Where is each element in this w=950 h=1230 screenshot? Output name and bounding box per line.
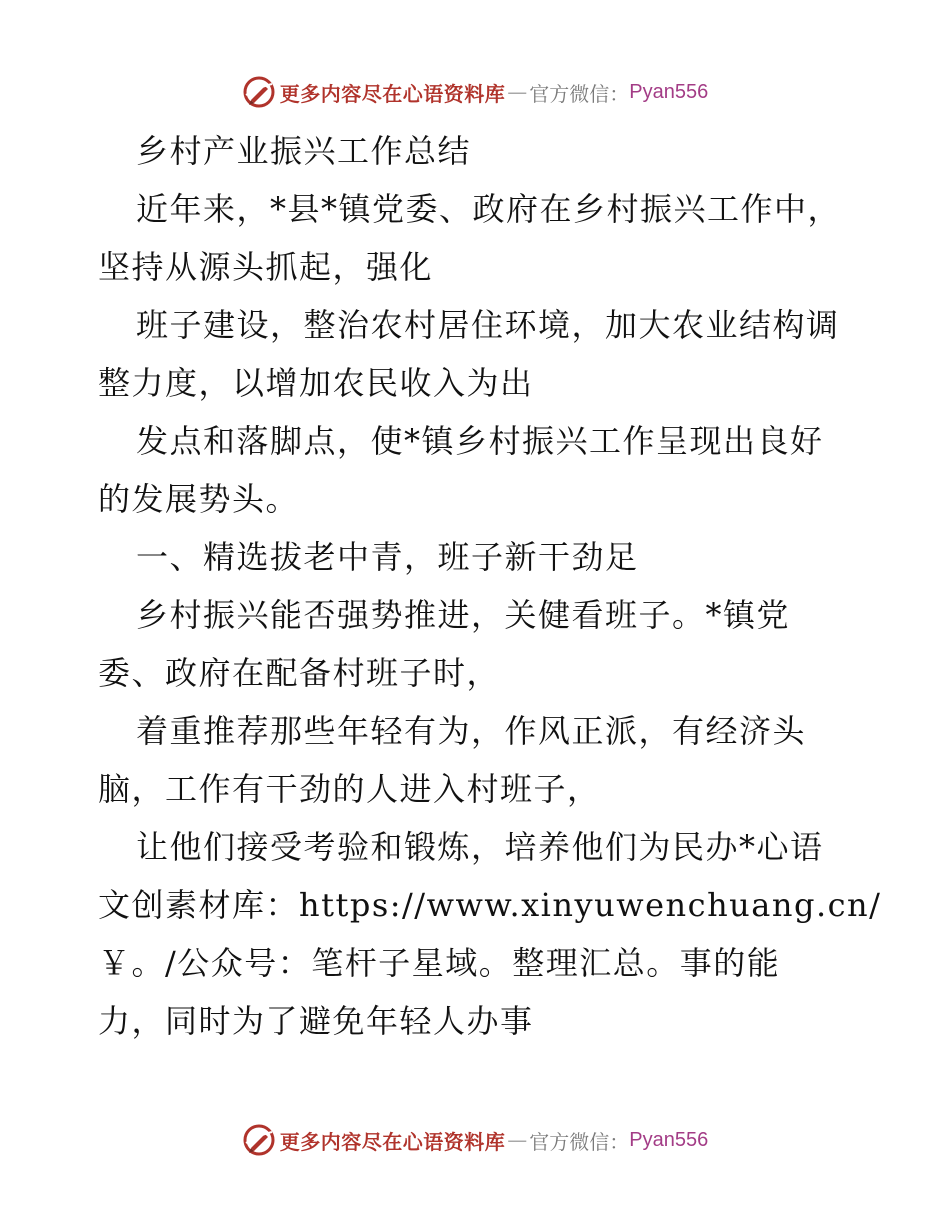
paragraph-line: 文创素材库：https://www.xinyuwenchuang.cn/: [98, 886, 882, 924]
banner-wechat-id: Pyan556: [629, 80, 709, 103]
paragraph-line: 让他们接受考验和锻炼，培养他们为民办*心语: [136, 828, 824, 866]
banner-wechat-id: Pyan556: [629, 1128, 709, 1151]
banner-separator: —: [507, 1128, 528, 1152]
banner-wechat-label: 官方微信：: [529, 1129, 630, 1154]
pen-logo-icon: [242, 75, 276, 109]
paragraph-line: 整力度，以增加农民收入为出: [98, 364, 534, 402]
banner-site-text: 更多内容尽在心语资料库: [279, 81, 506, 106]
banner-separator: —: [507, 80, 528, 104]
paragraph-line: 脑，工作有干劲的人进入村班子，: [98, 770, 601, 808]
paragraph-line: 委、政府在配备村班子时，: [98, 654, 501, 692]
paragraph-line: 近年来，*县*镇党委、政府在乡村振兴工作中，: [136, 190, 842, 228]
header-banner: [0, 72, 950, 112]
paragraph-line: 力，同时为了避免年轻人办事: [98, 1002, 534, 1040]
document-title: 乡村产业振兴工作总结: [136, 132, 472, 170]
paragraph-line: 坚持从源头抓起，强化: [98, 248, 434, 286]
document-body: [98, 122, 882, 1050]
paragraph-line: 班子建设，整治农村居住环境，加大农业结构调: [136, 306, 840, 344]
pen-logo-icon: [242, 1123, 276, 1157]
banner-site-text: 更多内容尽在心语资料库: [279, 1129, 506, 1154]
paragraph-line: 着重推荐那些年轻有为，作风正派，有经济头: [136, 712, 807, 750]
footer-banner: [0, 1120, 950, 1160]
banner-wechat-label: 官方微信：: [529, 81, 630, 106]
paragraph-line: 发点和落脚点，使*镇乡村振兴工作呈现出良好: [136, 422, 824, 460]
paragraph-line: 的发展势头。: [98, 480, 300, 518]
section-heading: 一、精选拔老中青，班子新干劲足: [136, 538, 639, 576]
paragraph-line: ￥。/公众号：笔杆子星域。整理汇总。事的能: [98, 944, 781, 982]
paragraph-line: 乡村振兴能否强势推进，关健看班子。*镇党: [136, 596, 791, 634]
